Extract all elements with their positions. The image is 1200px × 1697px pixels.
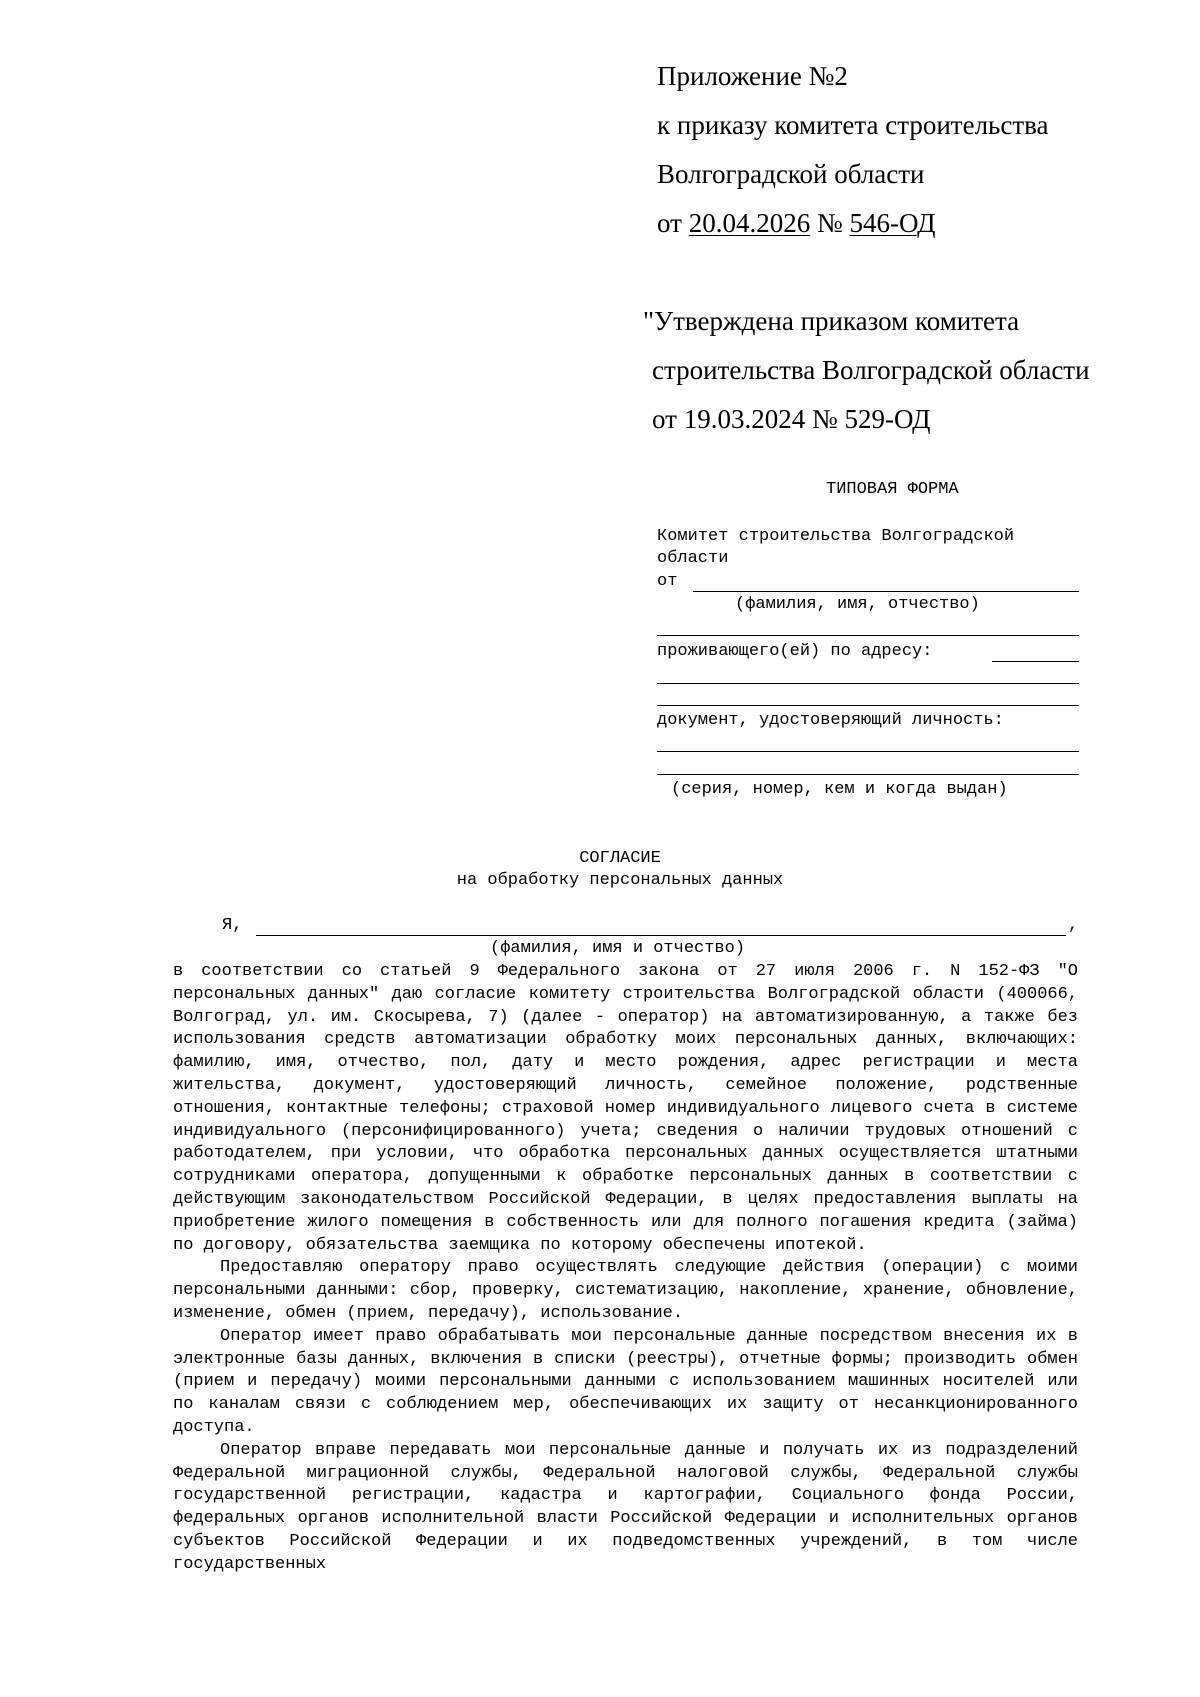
document-field-caption: (серия, номер, кем и когда выдан) [671, 780, 1008, 799]
address-field-line[interactable] [992, 661, 1079, 662]
document-row [657, 711, 1079, 733]
appendix-number: 546-ОД [849, 208, 936, 238]
consent-paragraph-2: Предоставляю оператору право осуществлять следующие действия (операции) с моими персональными данными: сбор, проверку, систематизацию, накопление, хранение, обновление, изменение, обмен (прием, передачу), использование. [173, 1258, 1078, 1323]
consent-paragraph-1: в соответствии со статьей 9 Федерального закона от 27 июля 2006 г. N 152-ФЗ "О персональных данных" даю согласие комитету строительства Волгоградской области (400066, Волгоград, ул. им. Скосырева, 7) (далее - оператор) на автоматизированную, а также без использования средств автоматизации обработку моих персональных данных, включающих: фамилию, имя, отчество, пол, дату и место рождения, адрес регистрации и места жительства, документ, удостоверяющий личность, семейное положение, родственные отношения, контактные телефоны; страховой номер индивидуального лицевого счета в системе индивидуального (персонифицированного) учета; сведения о наличии трудовых отношений с работодателем, при условии, что обработка персональных данных осуществляется штатными сотрудниками оператора, допущенными к обработке персональных данных в соответствии с действующим законодательством Российской Федерации, в целях предоставления выплаты на приобретение жилого помещения в собственность или для полного погашения кредита (займа) по договору, обязательства заемщика по которому обеспечены ипотекой. [173, 962, 1078, 1255]
approved-line-1: "Утверждена приказом комитета [643, 306, 1020, 336]
consent-name-caption: (фамилия, имя и отчество) [490, 939, 746, 958]
appendix-title: Приложение №2 [657, 61, 848, 91]
document-field-line-2[interactable] [657, 774, 1079, 775]
consent-heading [0, 848, 1200, 892]
consent-subtitle: на обработку персональных данных [456, 871, 784, 890]
name-extra-line[interactable] [657, 635, 1079, 636]
approved-line-2: строительства Волгоградской области [652, 355, 1090, 385]
consent-comma: , [1068, 916, 1079, 935]
address-label: проживающего(ей) по адресу: [657, 642, 933, 661]
consent-paragraph-3: Оператор имеет право обрабатывать мои персональные данные посредством внесения их в электронные базы данных, включения в списки (реестры), отчетные формы; производить обмен (прием и передачу) моими персональными данными с использованием машинных носителей или по каналам связи с соблюдением мер, обеспечивающих их защиту от несанкционированного доступа. [173, 1326, 1078, 1437]
consent-title: СОГЛАСИЕ [579, 849, 661, 868]
appendix-region: Волгоградской области [657, 159, 925, 189]
consent-paragraph-4: Оператор вправе передавать мои персональные данные и получать их из подразделений Федеральной миграционной службы, Федеральной налоговой службы, Федеральной службы государственной регистрации, кадастра и картографии, Социального фонда России, федеральных органов исполнительной власти Российской Федерации и исполнительных органов субъектов Российской Федерации и их подведомственных учреждений, в том числе государственных [173, 1440, 1078, 1574]
appendix-date: 20.04.2026 [688, 208, 811, 238]
appendix-number-sign: № [816, 208, 843, 238]
form-title: ТИПОВАЯ ФОРМА [826, 480, 959, 499]
address-field-line-2[interactable] [657, 683, 1079, 684]
addressee-line-2: области [657, 549, 729, 568]
address-field-line-3[interactable] [657, 705, 1079, 706]
name-field-line[interactable] [693, 591, 1079, 592]
appendix-date-line [657, 199, 1049, 248]
approved-line-3: от 19.03.2024 № 529-ОД [652, 404, 931, 434]
appendix-order-reference: к приказу комитета строительства [657, 110, 1049, 140]
consent-name-line[interactable] [256, 935, 1066, 936]
consent-body [173, 961, 1078, 1577]
consent-i-label: Я, [222, 916, 243, 935]
appendix-block [657, 52, 1049, 248]
appendix-from-label: от [657, 208, 682, 238]
document-field-line[interactable] [657, 751, 1079, 752]
document-label: документ, удостоверяющий личность: [657, 711, 1004, 730]
approved-block [643, 297, 1090, 444]
addressee-from-label: от [657, 572, 678, 591]
name-field-caption: (фамилия, имя, отчество) [735, 595, 980, 614]
addressee-line-1: Комитет строительства Волгоградской [657, 527, 1015, 546]
